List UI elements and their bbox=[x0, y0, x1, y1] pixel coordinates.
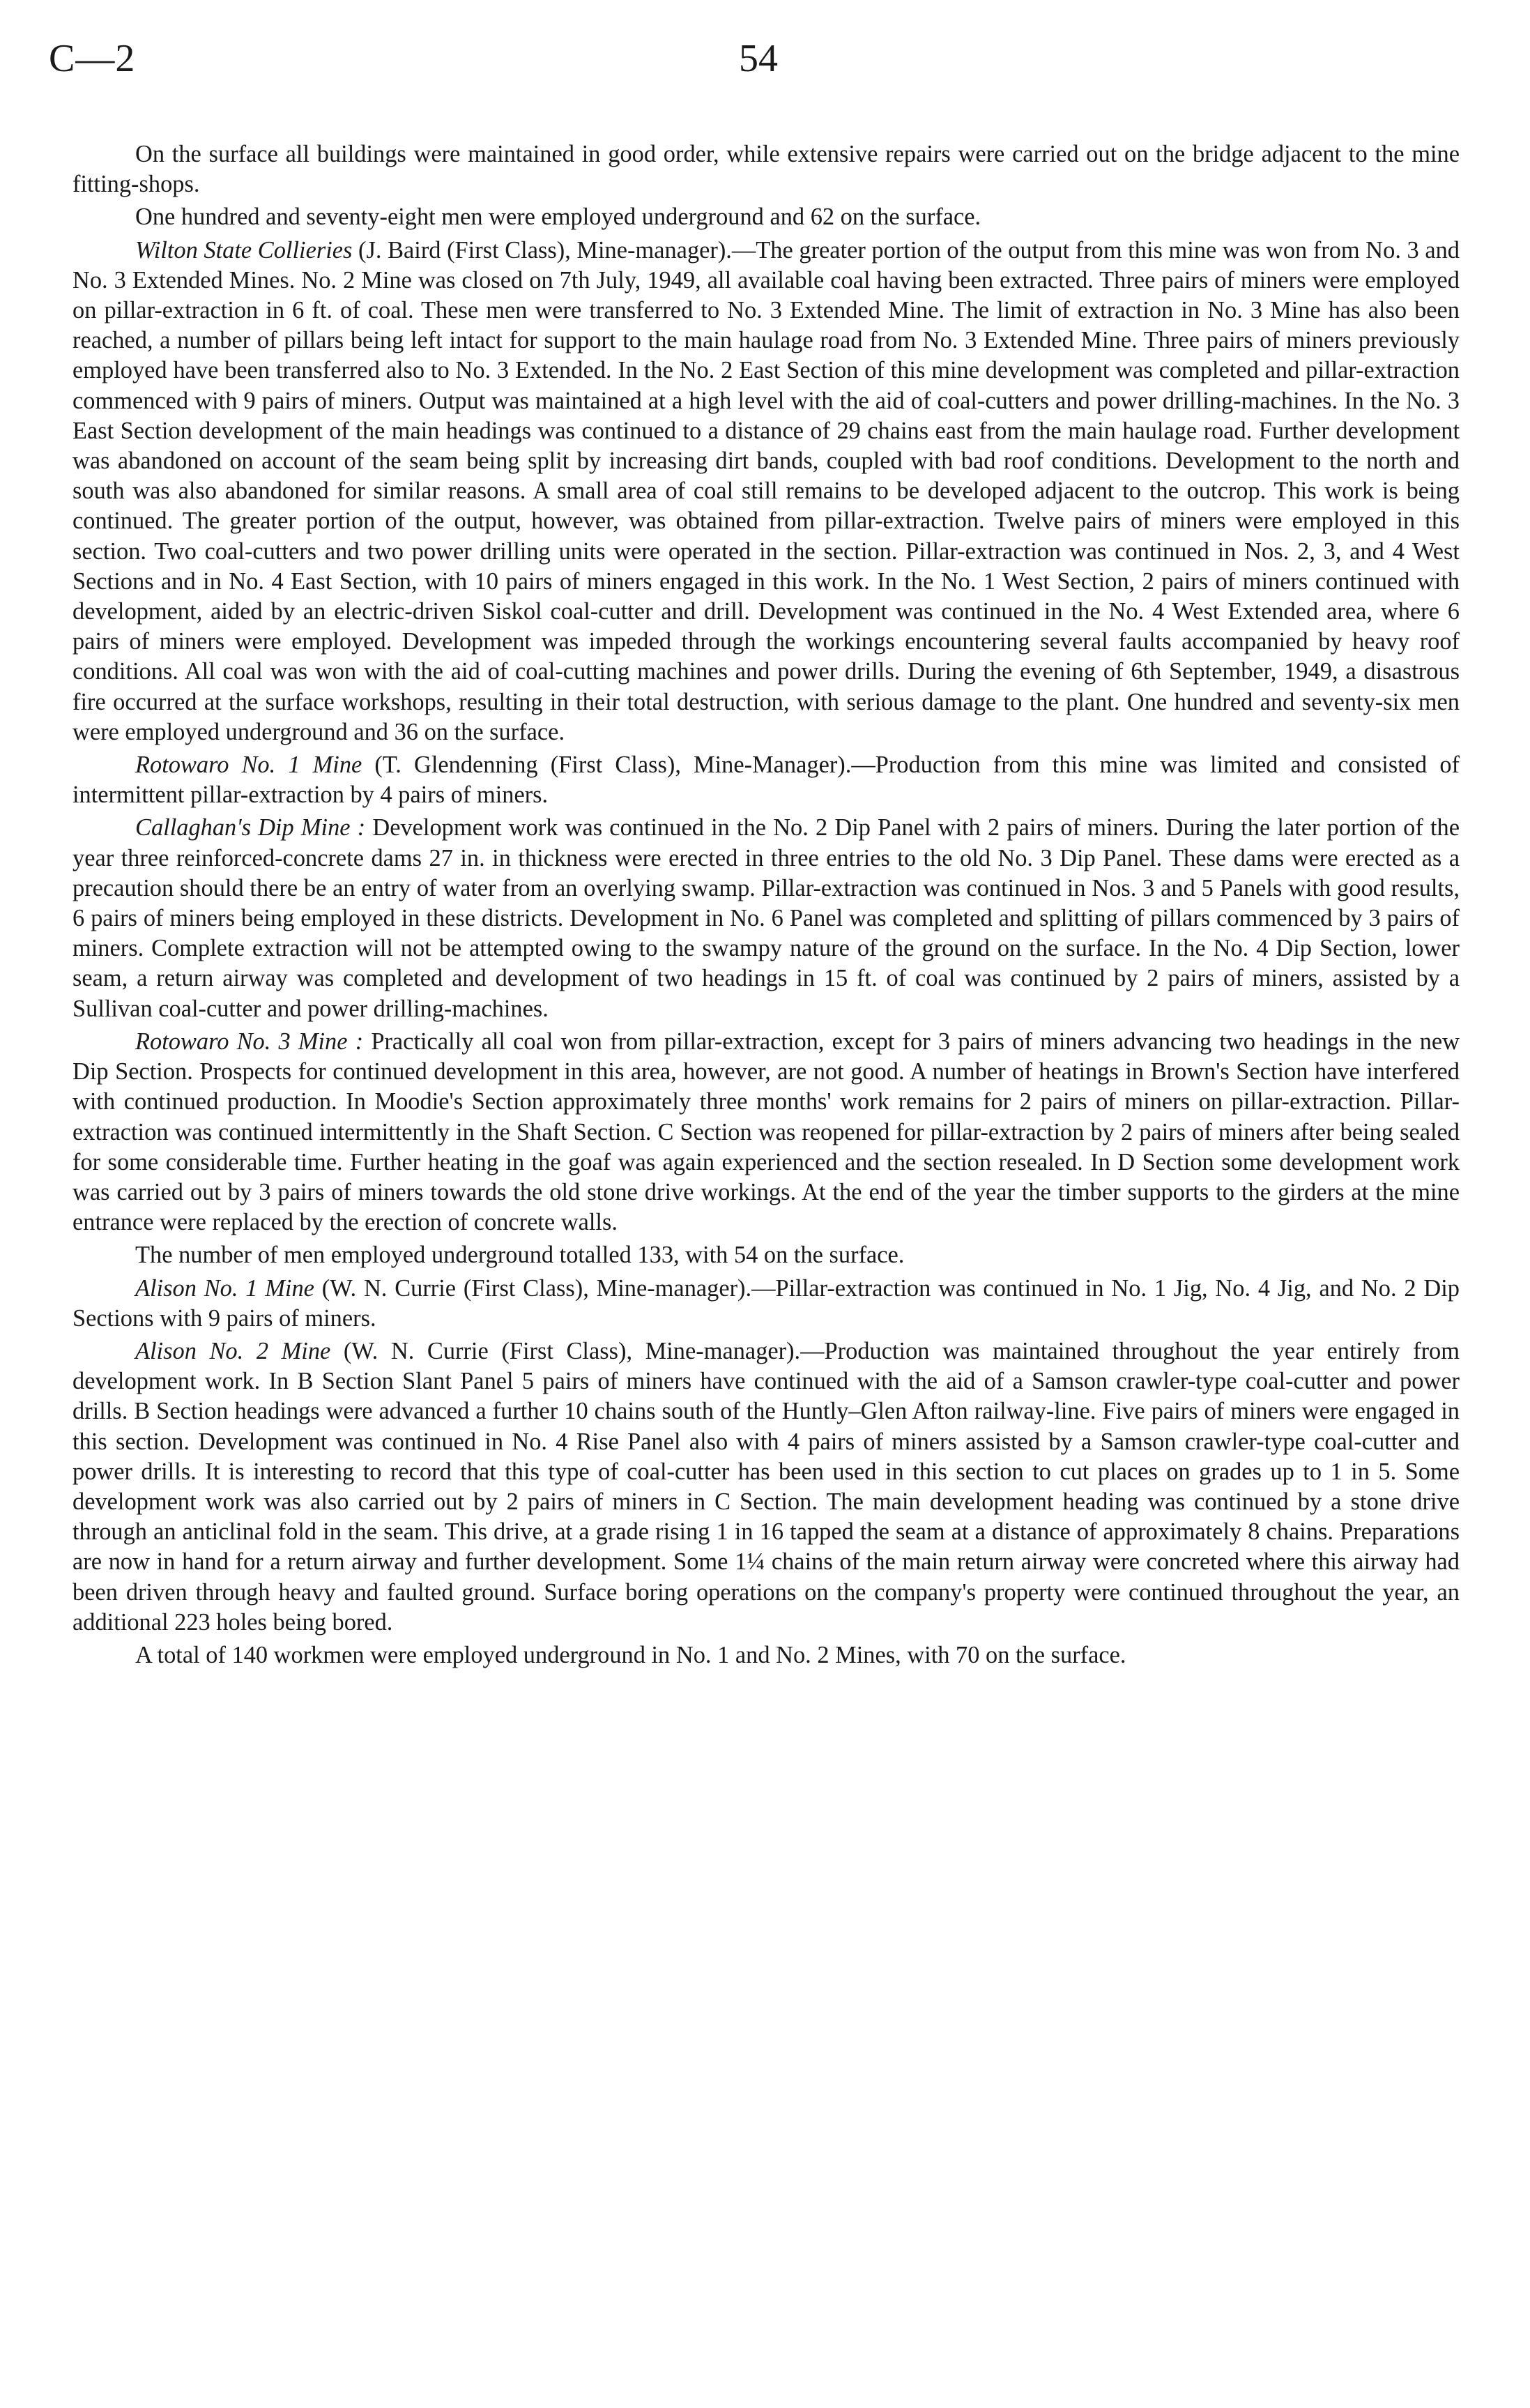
paragraph-text: One hundred and seventy-eight men were employed underground and 62 on the surface. bbox=[135, 204, 981, 231]
paragraph-employment-133 bbox=[72, 1240, 1460, 1270]
body-text bbox=[72, 139, 1460, 1673]
paragraph-text: (W. N. Currie (First Class), Mine-manager).—Pillar-extraction was continued in No. 1 Jig, No. 4 Jig, and No. 2 Dip Sections with 9 pairs of miners. bbox=[72, 1274, 1460, 1332]
paragraph-text: Practically all coal won from pillar-extraction, except for 3 pairs of miners advancing two headings in the new Dip Section. Prospects for continued development in this area, however, are not good. A number of heatings in Brown's Section have interfered with continued production. In Moodie's Section approximately three months' work remains for 2 pairs of miners on pillar-extraction. Pillar-extraction was continued intermittently in the Shaft Section. C Section was reopened for pillar-extraction by 2 pairs of miners after being sealed for some considerable time. Further heating in the goaf was again experienced and the section resealed. In D Section some development work was carried out by 3 pairs of miners towards the old stone drive workings. At the end of the year the timber supports to the girders at the mine entrance were replaced by the erection of concrete walls. bbox=[72, 1028, 1460, 1236]
paragraph-heading: Callaghan's Dip Mine : bbox=[135, 814, 366, 841]
paragraph-callaghans-dip bbox=[72, 813, 1460, 1023]
paragraph-heading: Wilton State Collieries bbox=[135, 236, 353, 264]
paragraph-text: (W. N. Currie (First Class), Mine-manager).—Production was maintained throughout the year entirely from development work. In B Section Slant Panel 5 pairs of miners have continued with the aid of a Samson crawler-type coal-cutter and power drills. B Section headings were advanced a further 10 chains south of the Huntly–Glen Afton railway-line. Five pairs of miners were engaged in this section. Development was continued in No. 4 Rise Panel also with 4 pairs of miners assisted by a Samson crawler-type coal-cutter and power drills. It is interesting to record that this type of coal-cutter has been used in this section to cut places on grades up to 1 in 5. Some development work was also carried out by 2 pairs of miners in C Section. The main development heading was continued by a stone drive through an anticlinal fold in the seam. This drive, at a grade rising 1 in 16 tapped the seam at a distance of approximately 8 chains. Preparations are now in hand for a return airway and further development. Some 1¼ chains of the main return airway were concreted where this airway had been driven through heavy and faulted ground. Surface boring operations on the company's property were continued throughout the year, an additional 223 holes being bored. bbox=[72, 1337, 1460, 1636]
paragraph-heading: Alison No. 1 Mine bbox=[135, 1274, 314, 1302]
paragraph-employment-140 bbox=[72, 1640, 1460, 1670]
paragraph-text: (T. Glendenning (First Class), Mine-Manager).—Production from this mine was limited and consisted of intermittent pillar-extraction by 4 pairs of miners. bbox=[72, 752, 1460, 809]
paragraph-alison-no2 bbox=[72, 1336, 1460, 1638]
paragraph-employment-178 bbox=[72, 202, 1460, 232]
paragraph-wilton-state-collieries bbox=[72, 236, 1460, 747]
paragraph-surface-buildings bbox=[72, 139, 1460, 199]
page-number: 54 bbox=[739, 37, 778, 80]
paragraph-text: (J. Baird (First Class), Mine-manager).—The greater portion of the output from this mine was won from No. 3 and No. 3 Extended Mines. No. 2 Mine was closed on 7th July, 1949, all available coal having been extracted. Three pairs of miners were employed on pillar-extraction in 6 ft. of coal. These men were transferred to No. 3 Extended Mine. The limit of extraction in No. 3 Mine has also been reached, a number of pillars being left intact for support to the main haulage road from No. 3 Extended Mine. Three pairs of miners previously employed have been transferred also to No. 3 Extended. In the No. 2 East Section of this mine development was completed and pillar-extraction commenced with 9 pairs of miners. Output was maintained at a high level with the aid of coal-cutters and power drilling-machines. In the No. 3 East Section development of the main headings was continued to a distance of 29 chains east from the main haulage road. Further development was abandoned on account of the seam being split by increasing dirt bands, coupled with bad roof conditions. Development to the north and south was also abandoned for similar reasons. A small area of coal still remains to be developed adjacent to the outcrop. This work is being continued. The greater portion of the output, however, was obtained from pillar-extraction. Twelve pairs of miners were employed in this section. Two coal-cutters and two power drilling units were operated in the section. Pillar-extraction was continued in Nos. 2, 3, and 4 West Sections and in No. 4 East Section, with 10 pairs of miners engaged in this work. In the No. 1 West Section, 2 pairs of miners continued with development, aided by an electric-driven Siskol coal-cutter and drill. Development was continued in the No. 4 West Extended area, where 6 pairs of miners were employed. Development was impeded through the workings encountering several faults accompanied by heavy roof conditions. All coal was won with the aid of coal-cutting machines and power drills. During the evening of 6th September, 1949, a disastrous fire occurred at the surface workshops, resulting in their total destruction, with serious damage to the plant. One hundred and seventy-six men were employed underground and 36 on the surface. bbox=[72, 236, 1460, 745]
paragraph-text: Development work was continued in the No. 2 Dip Panel with 2 pairs of miners. During the later portion of the year three reinforced-concrete dams 27 in. in thickness were erected in three entries to the old No. 3 Dip Panel. These dams were erected as a precaution should there be an entry of water from an overlying swamp. Pillar-extraction was continued in Nos. 3 and 5 Panels with good results, 6 pairs of miners being employed in these districts. Development in No. 6 Panel was completed and splitting of pillars commenced by 3 pairs of miners. Complete extraction will not be attempted owing to the swampy nature of the ground on the surface. In the No. 4 Dip Section, lower seam, a return airway was completed and development of two headings in 15 ft. of coal was continued by 2 pairs of miners, assisted by a Sullivan coal-cutter and power drilling-machines. bbox=[72, 814, 1460, 1022]
page-header bbox=[49, 36, 1471, 92]
paragraph-alison-no1 bbox=[72, 1274, 1460, 1334]
paragraph-heading: Rotowaro No. 1 Mine bbox=[135, 752, 362, 779]
paragraph-rotowaro-no3 bbox=[72, 1027, 1460, 1237]
document-code: C—2 bbox=[49, 37, 136, 80]
paragraph-text: On the surface all buildings were maintained in good order, while extensive repairs were carried out on the bridge adjacent to the mine fitting-shops. bbox=[72, 141, 1460, 198]
paragraph-text: A total of 140 workmen were employed underground in No. 1 and No. 2 Mines, with 70 on the surface. bbox=[135, 1641, 1126, 1668]
paragraph-text: The number of men employed underground totalled 133, with 54 on the surface. bbox=[135, 1242, 905, 1269]
paragraph-heading: Rotowaro No. 3 Mine : bbox=[135, 1028, 364, 1055]
paragraph-rotowaro-no1 bbox=[72, 750, 1460, 810]
paragraph-heading: Alison No. 2 Mine bbox=[135, 1337, 331, 1364]
